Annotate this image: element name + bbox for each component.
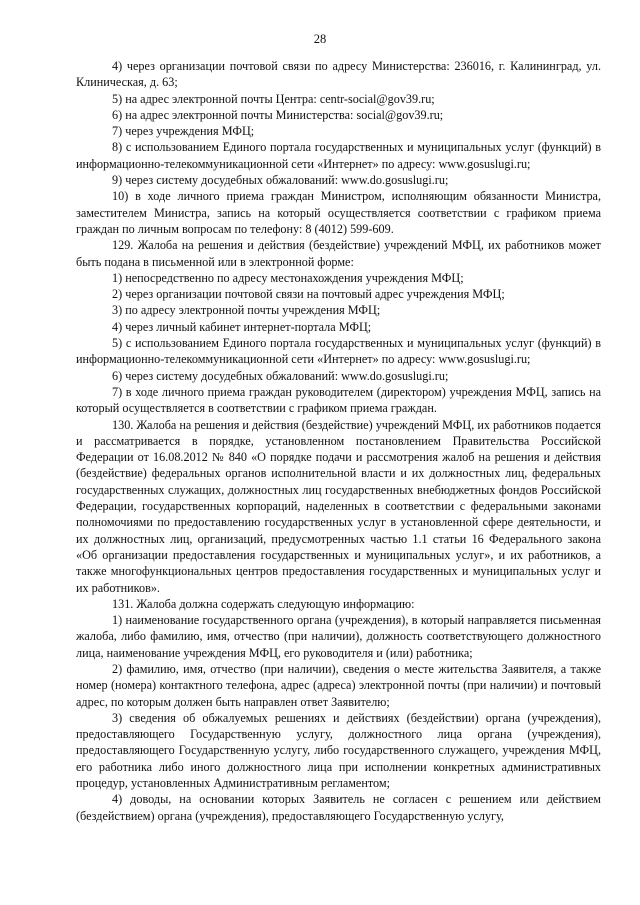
- paragraph-item-9-pretrial: 9) через систему досудебных обжалований: www.do.gosuslugi.ru;: [112, 173, 449, 188]
- paragraph-129-item-6: 6) через систему досудебных обжалований: www.do.gosuslugi.ru;: [112, 368, 449, 383]
- paragraph-129-item-7: 7) в ходе личного приема граждан руководителем (директором) учреждения МФЦ, запись на который осуществляется в соответствии с графиком приема граждан.: [76, 384, 601, 416]
- paragraph-item-4-postal: 4) через организации почтовой связи по адресу Министерства: 236016, г. Калининград, ул. Клиническая, д. 63;: [76, 59, 601, 90]
- paragraph-130: 130. Жалоба на решения и действия (бездействие) учреждений МФЦ, их работников подается и рассматривается в порядке, установленном постановлением Правительства Российской Федерации от 16.08.2012 № 840 «О порядке подачи и рассмотрения жалоб на решения и действия (бездействие) федеральных органов исполнительной власти и их должностных лиц, федеральных государственных служащих, должностных лиц государственных внебюджетных фондов Российской Федерации, государственных корпораций, наделенных в соответствии с федеральными законами полномочиями по предоставлению государственных услуг в установленной сфере деятельности, и их должностных лиц, организаций, предусмотренных частью 1.1 статьи 16 Федерального закона «Об организации предоставления государственных и муниципальных услуг», и их работников, а также многофункциональных центров предоставления государственных и муниципальных услуг и их работников».: [76, 417, 601, 595]
- paragraph-131-item-4: 4) доводы, на основании которых Заявитель не согласен с решением или действием (бездействием) органа (учреждения), предоставляющего Государственную услугу,: [76, 792, 601, 823]
- paragraph-131-item-2: 2) фамилию, имя, отчество (при наличии), сведения о месте жительства Заявителя, а также номер (номера) контактного телефона, адрес (адреса) электронной почты (при наличии) и почтовый адрес, по которым должен быть направлен ответ Заявителю;: [76, 661, 601, 709]
- paragraph-129-item-2: 2) через организации почтовой связи на почтовый адрес учреждения МФЦ;: [112, 287, 505, 302]
- paragraph-item-8-portal: 8) с использованием Единого портала государственных и муниципальных услуг (функций) в информационно-телекоммуникационной сети «Интернет» по адресу: www.gosuslugi.ru;: [76, 140, 601, 171]
- paragraph-item-6-ministry-email: 6) на адрес электронной почты Министерства: social@gov39.ru;: [112, 107, 444, 122]
- paragraph-129-item-5: 5) с использованием Единого портала государственных и муниципальных услуг (функций) в информационно-телекоммуникационной сети «Интернет» по адресу: www.gosuslugi.ru;: [76, 336, 601, 367]
- paragraph-131-item-1: 1) наименование государственного органа (учреждения), в который направляется письменная жалоба, либо фамилию, имя, отчество (при наличии), должность соответствующего должностного лица, наименование учреждения МФЦ, его руководителя и (или) работника;: [76, 613, 601, 660]
- paragraph-item-10-personal-reception: 10) в ходе личного приема граждан Министром, исполняющим обязанности Министра, заместителем Министра, запись на который осуществляется соответствии с графиком приема граждан по личным вопросам по телефону: 8 (4012) 599-609.: [76, 189, 601, 236]
- paragraph-item-7-mfc: 7) через учреждения МФЦ;: [112, 124, 255, 139]
- paragraph-item-5-center-email: 5) на адрес электронной почты Центра: centr-social@gov39.ru;: [112, 91, 435, 106]
- paragraph-129-item-4: 4) через личный кабинет интернет-портала МФЦ;: [112, 319, 372, 334]
- page-number: 28: [313, 32, 327, 46]
- paragraph-129-item-3: 3) по адресу электронной почты учреждения МФЦ;: [112, 303, 381, 318]
- paragraph-131: 131. Жалоба должна содержать следующую информацию:: [112, 596, 415, 611]
- paragraph-129: 129. Жалоба на решения и действия (бездействие) учреждений МФЦ, их работников может быть подана в письменной или в электронной форме:: [76, 238, 601, 269]
- document-body: [76, 58, 601, 824]
- paragraph-131-item-3: 3) сведения об обжалуемых решениях и действиях (бездействии) органа (учреждения), предоставляющего Государственную услугу, должностного лица органа (учреждения), предоставляющего Государственную услугу, либо государственного служащего, учреждения МФЦ, его работника либо иного должностного лица при исполнении конкретных административных процедур, установленных Административным регламентом;: [76, 710, 601, 791]
- paragraph-129-item-1: 1) непосредственно по адресу местонахождения учреждения МФЦ;: [112, 270, 464, 285]
